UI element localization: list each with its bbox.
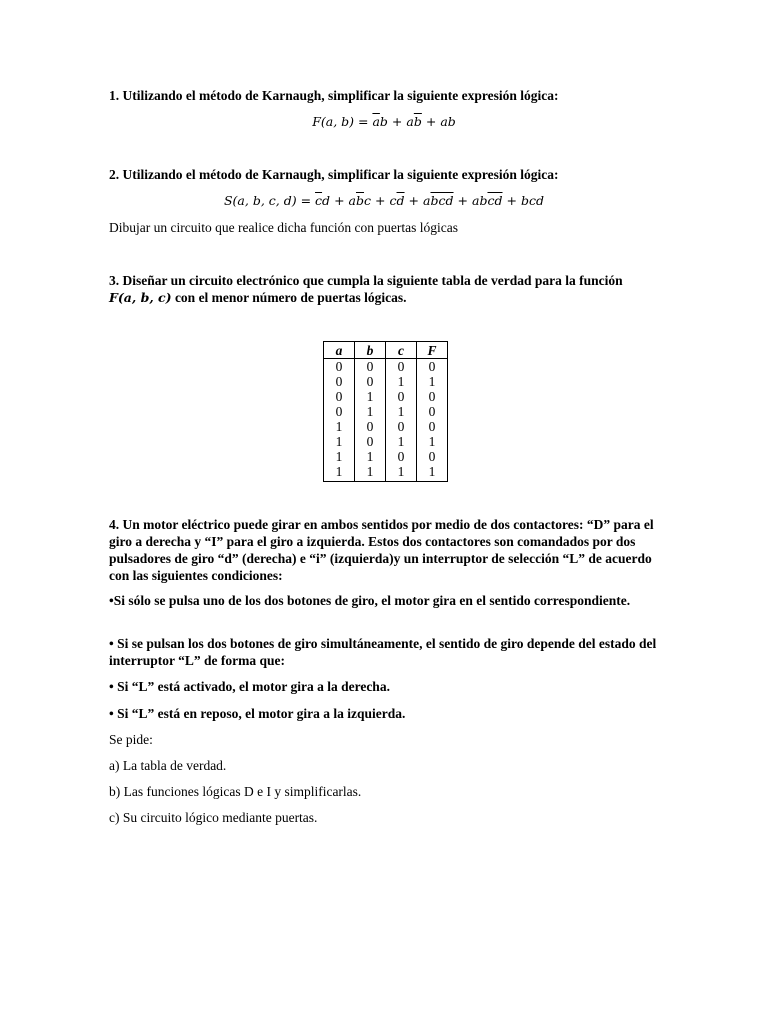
question-3-title-part2: con el menor número de puertas lógicas. (171, 290, 407, 305)
table-cell: 1 (386, 464, 417, 482)
table-cell: 0 (417, 404, 448, 419)
table-cell: 0 (324, 389, 355, 404)
table-cell: 1 (324, 434, 355, 449)
table-row (324, 434, 448, 449)
question-1-title: 1. Utilizando el método de Karnaugh, simplificar la siguiente expresión lógica: (109, 88, 559, 103)
formula-lhs: F(a, b) = (312, 114, 373, 129)
question-2-instruction: Dibujar un circuito que realice dicha función con puertas lógicas (109, 220, 458, 235)
table-cell: 0 (386, 359, 417, 375)
table-row (324, 419, 448, 434)
table-cell: 1 (324, 464, 355, 482)
table-cell: 1 (324, 449, 355, 464)
table-cell: 1 (355, 464, 386, 482)
table-cell: 0 (355, 359, 386, 375)
table-cell: 0 (324, 404, 355, 419)
table-cell: 1 (355, 449, 386, 464)
question-4-se-pide: Se pide: (109, 732, 153, 747)
question-3-title (109, 272, 669, 306)
table-row (324, 449, 448, 464)
question-3-title-part1: 3. Diseñar un circuito electrónico que cumpla la siguiente tabla de verdad para la función (109, 273, 623, 288)
table-cell: 0 (417, 449, 448, 464)
question-2-title: 2. Utilizando el método de Karnaugh, simplificar la siguiente expresión lógica: (109, 167, 559, 182)
truth-table (323, 341, 448, 482)
table-cell: 0 (386, 449, 417, 464)
formula-term: $\overline{a}$ (372, 114, 380, 129)
table-cell: 0 (355, 374, 386, 389)
question-4-condition-4: • Si “L” está en reposo, el motor gira a la izquierda. (109, 706, 406, 721)
question-4-condition-1: •Si sólo se pulsa uno de los dos botones de giro, el motor gira en el sentido correspondiente. (109, 593, 631, 608)
table-cell: 1 (324, 419, 355, 434)
table-row (324, 404, 448, 419)
table-cell: 1 (355, 389, 386, 404)
question-4-condition-3: • Si “L” está activado, el motor gira a la derecha. (109, 679, 390, 694)
table-row (324, 359, 448, 375)
table-cell: 0 (417, 419, 448, 434)
question-4-item-b: b) Las funciones lógicas D e I y simplificarlas. (109, 784, 362, 799)
formula-term: $\overline{b}$ (413, 114, 422, 129)
header-b: b (355, 342, 386, 359)
function-name: F(a, b, c) (109, 290, 172, 305)
table-cell: 1 (417, 374, 448, 389)
table-cell: 0 (386, 389, 417, 404)
table-cell: 0 (417, 359, 448, 375)
table-cell: 1 (386, 404, 417, 419)
question-4-item-a: a) La tabla de verdad. (109, 758, 227, 773)
header-f: F (417, 342, 448, 359)
table-header-row (324, 342, 448, 359)
table-cell: 0 (355, 419, 386, 434)
question-1-formula: F(a, $b) = \overline{a}b + a\overline{b}$ + ab (312, 114, 456, 129)
table-cell: 0 (386, 419, 417, 434)
table-row (324, 374, 448, 389)
question-2-formula: S(a, b, c, $d) = \overline{c}d + a\overline{b}c + c\overline{d} + a\overline{b}\overline{c}\overline{d} + ab\overline{c}\overline{d}$ + bcd (223, 193, 545, 208)
table-row (324, 464, 448, 482)
table-cell: 1 (386, 374, 417, 389)
formula-term: a (406, 114, 414, 129)
formula-lhs: S(a, b, c, d) = (223, 193, 316, 208)
table-cell: 0 (324, 374, 355, 389)
question-4-item-c: c) Su circuito lógico mediante puertas. (109, 810, 318, 825)
formula-term: b (379, 114, 388, 129)
header-a: a (324, 342, 355, 359)
question-4-intro: 4. Un motor eléctrico puede girar en ambos sentidos por medio de dos contactores: “D” para el giro a derecha y “I” para el giro a izquierda. Estos dos contactores son comandados por dos pulsadores de giro “d” (derecha) e “i” (izquierda)y un interruptor de selección “L” de acuerdo con las siguientes condiciones: (109, 517, 654, 583)
table-row (324, 389, 448, 404)
table-cell: 1 (417, 434, 448, 449)
question-4-condition-2: • Si se pulsan los dos botones de giro simultáneamente, el sentido de giro depende del estado del interruptor “L” de forma que: (109, 636, 657, 668)
header-c: c (386, 342, 417, 359)
table-cell: 1 (417, 464, 448, 482)
table-cell: 0 (355, 434, 386, 449)
table-cell: 0 (324, 359, 355, 375)
table-cell: 1 (386, 434, 417, 449)
table-cell: 0 (417, 389, 448, 404)
formula-term: ab (440, 114, 456, 129)
table-cell: 1 (355, 404, 386, 419)
